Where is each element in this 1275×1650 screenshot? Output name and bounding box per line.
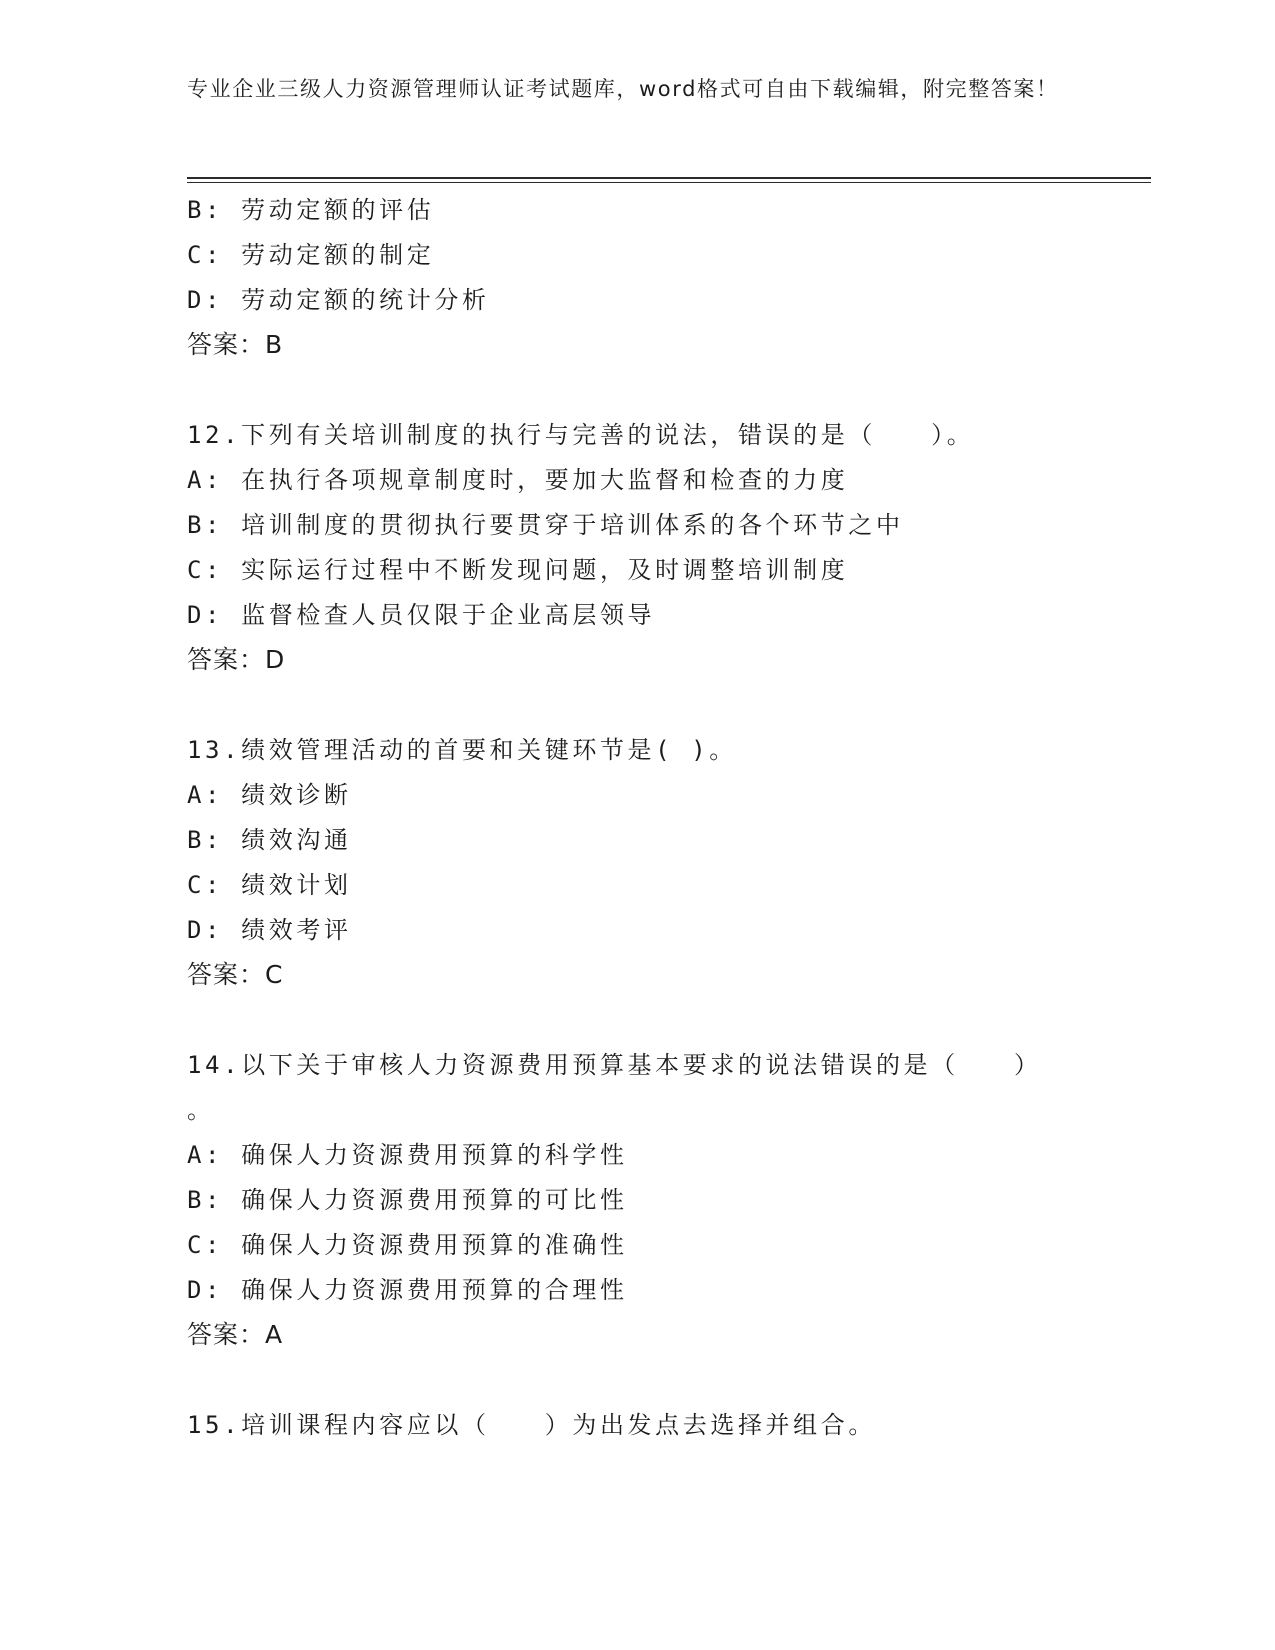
- answer-line: 答案：C: [187, 960, 284, 989]
- header-rule-thin: [187, 182, 1151, 183]
- header-rule-thick: [187, 177, 1151, 179]
- option-a: A: 确保人力资源费用预算的科学性: [187, 1141, 628, 1169]
- answer-line: 答案：A: [187, 1320, 284, 1349]
- option-a: A: 在执行各项规章制度时，要加大监督和检查的力度: [187, 466, 849, 494]
- question-13: 13.绩效管理活动的首要和关键环节是( )。: [187, 736, 737, 764]
- option-d: D: 监督检查人员仅限于企业高层领导: [187, 601, 656, 629]
- option-d: D: 劳动定额的统计分析: [187, 286, 490, 314]
- document-header: 专业企业三级人力资源管理师认证考试题库，word格式可自由下载编辑，附完整答案！: [187, 77, 1059, 101]
- answer-line: 答案：D: [187, 645, 286, 674]
- option-d: D: 确保人力资源费用预算的合理性: [187, 1276, 628, 1304]
- option-b: B: 培训制度的贯彻执行要贯穿于培训体系的各个环节之中: [187, 511, 904, 539]
- question-15: 15.培训课程内容应以（ ）为出发点去选择并组合。: [187, 1411, 876, 1439]
- option-a: A: 绩效诊断: [187, 781, 352, 809]
- option-d: D: 绩效考评: [187, 916, 352, 944]
- option-c: C: 确保人力资源费用预算的准确性: [187, 1231, 628, 1259]
- option-b: B: 劳动定额的评估: [187, 196, 435, 224]
- option-c: C: 劳动定额的制定: [187, 241, 435, 269]
- option-b: B: 绩效沟通: [187, 826, 352, 854]
- question-14: 14.以下关于审核人力资源费用预算基本要求的说法错误的是（ ）: [187, 1051, 1042, 1079]
- answer-line: 答案：B: [187, 330, 284, 359]
- question-14-continuation: 。: [187, 1096, 215, 1124]
- option-b: B: 确保人力资源费用预算的可比性: [187, 1186, 628, 1214]
- question-12: 12.下列有关培训制度的执行与完善的说法，错误的是（ ）。: [187, 421, 975, 449]
- option-c: C: 绩效计划: [187, 871, 352, 899]
- option-c: C: 实际运行过程中不断发现问题，及时调整培训制度: [187, 556, 849, 584]
